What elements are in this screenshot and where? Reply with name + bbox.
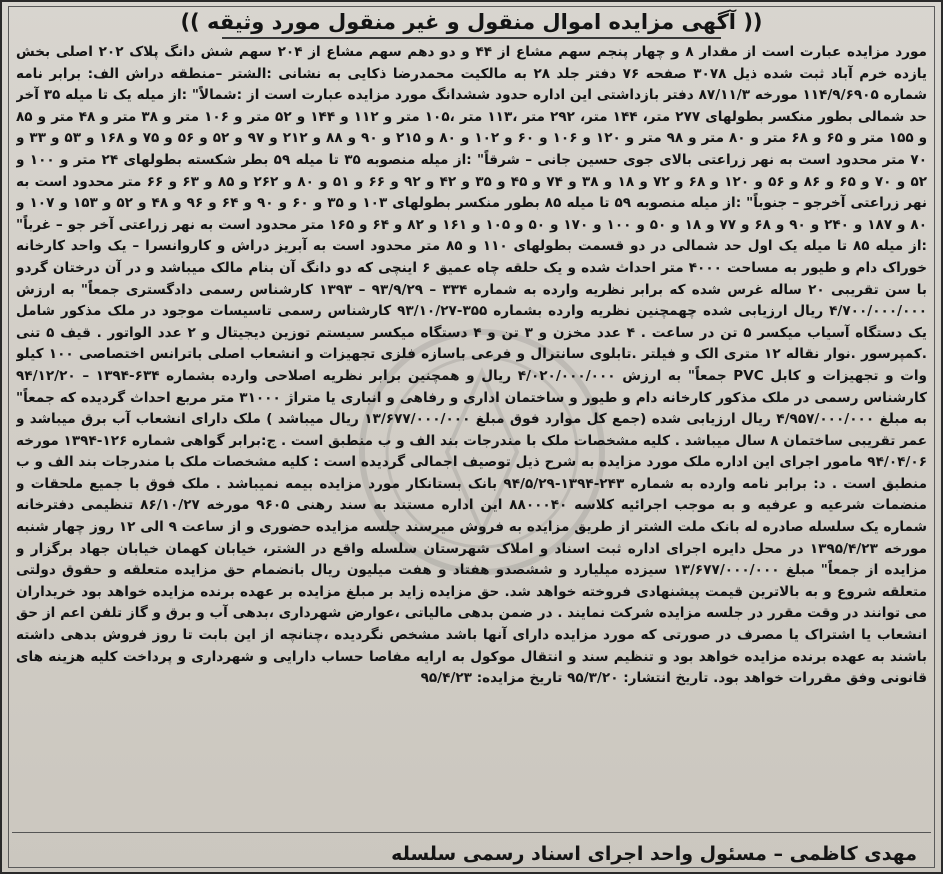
notice-title: (( آگهی مزایده اموال منقول و غیر منقول مورد وثیقه )): [180, 10, 763, 34]
signature-line: مهدی کاظمی – مسئول واحد اجرای اسناد رسمی سلسله: [391, 843, 917, 865]
notice-body: [16, 42, 927, 826]
footer-divider: [12, 832, 931, 833]
title-divider: [222, 37, 721, 39]
notice-paragraph: مورد مزایده عبارت است از مقدار ۸ و چهار پنجم سهم مشاع از ۴۴ و دو دهم سهم مشاع از ۲۰۴ سهم شش دانگ پلاک ۲۰۲ اصلی بخش یازده خرم آباد ثبت شده ذیل ۳۰۷۸ صفحه ۷۶ دفتر جلد ۲۸ به مالکیت محمدرضا ذکایی به نشانی :الشتر –منطقه دراش الف: برابر نامه شماره ۱۱۴/۹/۶۹۰۵ مورخه ۸۷/۱۱/۳ دفتر بازداشتی این اداره حدود ششدانگ مورد مزایده عبارت است از :شمالاً" :از میله یک تا میله ۳۵ آخر حد شمالی بطور منکسر بطولهای ۲۷۷ متر، ۱۴۴ متر، ۲۹۲ متر ،۱۱۳ متر ،۱۰۵ متر و ۱۱۲ و ۱۴۴ و ۵۲ متر و ۱۰۶ متر و ۳۸ متر و ۴۸ متر و ۸۵ و ۱۵۵ متر و ۶۵ و ۶۸ متر و ۸۰ متر و ۹۸ متر و ۱۲۰ و ۱۰۶ و ۶۰ و ۱۰۲ و ۸۰ و ۲۱۵ و ۹۰ و ۸۸ و ۲۱۲ و ۹۷ و ۵۲ و ۵۶ و ۷۵ و ۱۶۸ و ۵۳ و ۳۳ و ۷۰ متر محدود است به نهر زراعتی بالای جوی حسین جانی – شرقاً" :از میله منصوبه ۳۵ تا میله ۵۹ بطر شکسته بطولهای ۲۴ متر و ۱۰۰ و ۵۲ و ۷۰ و ۶۵ و ۸۶ و ۵۶ و ۱۲۰ و ۶۸ و ۷۲ و ۱۸ و ۳۸ و ۷۴ و ۴۵ و ۳۵ و ۴۲ و ۹۲ و ۶۶ و ۵۱ و ۸۰ و ۲۶۲ و ۸۵ و ۶۳ و ۶۶ متر محدود است به نهر زراعتی آخرجو – جنوباً" :از میله منصوبه ۵۹ تا میله ۸۵ بطور منکسر بطولهای ۱۰۳ و ۳۵ و ۶۰ و ۹۰ و ۶۴ و ۹۶ و ۴۸ و ۵۲ و ۱۵۳ و ۱۰۷ و ۸۰ و ۱۸۷ و ۲۴۰ و ۹۰ و ۶۸ و ۷۷ و ۱۸ و ۵۰ و ۱۰۰ و ۱۷۰ و ۵۰ و ۱۰۵ و ۱۶۱ و ۸۲ و ۶۴ و ۱۶۵ متر محدود است به نهر زراعتی آخر جو – غرباً" :از میله ۸۵ تا میله یک اول حد شمالی در دو قسمت بطولهای ۱۱۰ و ۸۵ متر محدود است به آبریز دراش و کاروانسرا – یک واحد کارخانه خوراک دام و طیور به مساحت ۴۰۰۰ متر احداث شده و یک حلقه چاه عمیق ۶ اینچی که دو دانگ آن بنام مالک میباشد و در آن درختان گردو با سن تقریبی ۲۰ ساله غرس شده که برابر نظریه وارده به شماره ۳۳۴ – ۹۳/۹/۲۹ – ۱۳۹۳ کارشناس رسمی دادگستری جمعاً" به ارزش ۴/۷۰۰/۰۰۰/۰۰۰ ریال ارزیابی شده چهمچنین نظریه وارده بشماره ۳۵۵-۹۳/۱۰/۲۷ کارشناس رسمی تاسیسات موجود در ملک مذکور شامل یک دستگاه آسیاب میکسر ۵ تن در ساعت . ۴ عدد مخزن و ۳ تن و ۴ دستگاه میکسر سیستم توزین دیجیتال و ۲ عدد الواتور . قیف ۵ تنی .کمپرسور .نوار نقاله ۱۲ متری الک و فیلتر .تابلوی سانترال و فرعی باسازه فلزی تجهیزات و انشعاب اصلی باترانس اختصاصی ۱۰۰ کیلو وات و تجهیزات و کابل PVC جمعاً" به ارزش ۴/۰۲۰/۰۰۰/۰۰۰ ریال و همچنین برابر نظریه اصلاحی وارده بشماره ۶۳۴-۱۳۹۴ – ۹۴/۱۲/۲۰ کارشناس رسمی در ملک مذکور کارخانه دام و طیور و ساختمان اداری و رفاهی و انباری یا متراژ ۳۱۰۰۰ متر مربع احداث گردیده که جمعاً" به مبلغ ۴/۹۵۷/۰۰۰/۰۰۰ ریال ارزیابی شده (جمع کل موارد فوق مبلغ ۱۳/۶۷۷/۰۰۰/۰۰۰ ریال میباشد ) ملک دارای انشعاب آب برق میباشد و عمر تقریبی ساختمان ۸ سال میباشد . کلیه مشخصات ملک با مندرجات بند الف و ب منطبق است . ج:برابر گواهی شماره ۱۲۶-۱۳۹۴ مورخه ۹۴/۰۴/۰۶ مامور اجرای این اداره ملک مورد مزایده به شرح ذیل توصیف اجمالی گردیده است : کلیه مشخصات ملک با مندرجات بند الف و ب منطبق است . د: برابر نامه وارده به شماره ۲۴۳-۱۳۹۴-۹۴/۵/۲۹ بانک بستانکار مورد مزایده بیمه نمیباشد . ملک فوق با جمیع ملحقات و منضمات شرعیه و عرفیه و به موجب اجرائیه کلاسه ۸۸۰۰۰۴۰ این اداره مستند به سند رهنی ۹۶۰۵ مورخه ۸۶/۱۰/۲۷ تنظیمی دفترخانه شماره یک سلسله صادره له بانک ملت الشتر از طریق مزایده به فروش میرسند جلسه مزایده حضوری و از ساعت ۹ الی ۱۲ روز چهار شنبه مورخه ۱۳۹۵/۴/۲۳ در محل دایره اجرای اداره ثبت اسناد و املاک شهرستان سلسله واقع در الشتر، خیابان کهمان خیابان جهاد برگزار و مزایده از جمعاً" مبلغ ۱۳/۶۷۷/۰۰۰/۰۰۰ سیزده میلیارد و ششصدو هفتاد و هفت میلیون ریال بانضمام حق مزایده متعلقه و حقوق دولتی متعلقه شروع و به بالاترین قیمت پیشنهادی فروخته خواهد شد. حق مزایده زاید بر مبلغ مزایده بر عهده برنده مزایده خواهد بود خریداران می توانند در وقت مقرر در جلسه مزایده شرکت نمایند . در ضمن بدهی مالیاتی ،عوارض شهرداری ،بدهی آب و برق و گاز تلفن اعم از حق انشعاب یا اشتراک یا مصرف در صورتی که مورد مزایده دارای آنها باشد مشخص نگردیده ،چنانچه از این بابت تا روز فروش بدهی داشته باشند به عهده برنده مزایده خواهد بود و تنظیم سند و انتقال موکول به ارایه مفاصا حساب دارایی و شهرداری و پرداخت کلیه هزینه های قانونی وفق مقررات خواهد بود. تاریخ انتشار: ۹۵/۳/۲۰ تاریخ مزایده: ۹۵/۴/۲۳: [16, 44, 927, 687]
